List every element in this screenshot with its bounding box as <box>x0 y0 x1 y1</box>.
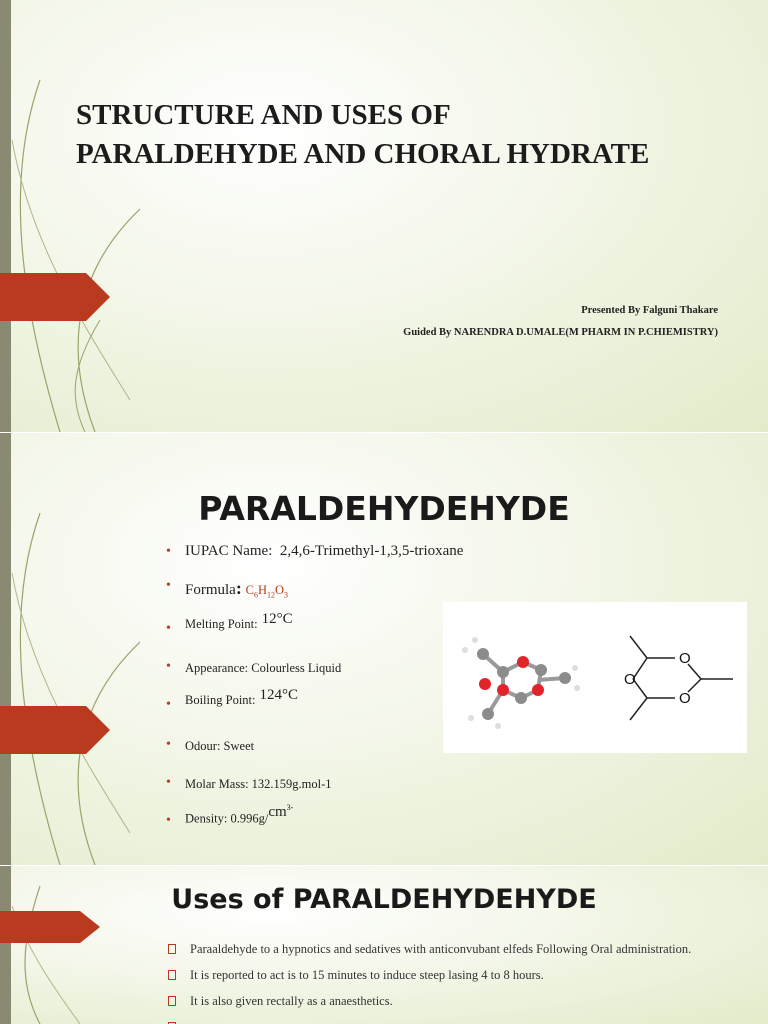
molecule-structure-image <box>443 602 747 753</box>
boiling-label: Boiling Point: <box>185 693 256 707</box>
molar-mass-text: Molar Mass: 132.159g.mol-1 <box>185 777 332 791</box>
accent-tab <box>0 911 100 943</box>
skeletal-formula <box>630 636 733 720</box>
bullet-icon: • <box>166 621 171 636</box>
checkbox-bullet-icon <box>168 996 176 1006</box>
title-slide <box>0 0 768 432</box>
density-label: Density: 0.996g/ <box>185 811 269 826</box>
bullet-icon: • <box>166 697 171 712</box>
density-unit: cm <box>268 804 287 821</box>
guided-by: Guided By NARENDRA D.UMALE(M PHARM IN P.CHIEMISTRY) <box>403 327 718 338</box>
iupac-label: IUPAC Name: <box>185 543 273 559</box>
formula-value: $C_6H_{12}O_3$ <box>245 583 288 600</box>
ball-and-stick-model <box>462 637 580 729</box>
formula-label: Formula <box>185 582 236 598</box>
bullet-icon: • <box>166 659 171 674</box>
use-text: Paraaldehyde to a hypnotics and sedatives with anticonvubant elfeds Following Oral administration. <box>190 942 692 956</box>
melting-value: 12°C <box>261 611 293 627</box>
bullet-icon: • <box>166 775 171 790</box>
density-sup: 3- <box>286 803 294 812</box>
slide-heading: PARALDEHYDEHYDE <box>198 489 570 528</box>
title-line-2: PARALDEHYDE AND CHORAL HYDRATE <box>76 138 650 170</box>
formula-colon: : <box>235 578 242 598</box>
boiling-value: 124°C <box>259 687 299 703</box>
oxygen-label-3: O <box>679 690 691 707</box>
uses-slide <box>0 866 768 1024</box>
molecule-structure-svg <box>443 602 747 753</box>
bullet-icon: • <box>166 578 171 593</box>
checkbox-bullet-icon <box>168 944 176 954</box>
use-text: It is also given rectally as a anaesthetics. <box>190 994 393 1008</box>
slide-title <box>76 96 756 174</box>
odour-text: Odour: Sweet <box>185 739 255 753</box>
oxygen-label-1: O <box>679 650 691 667</box>
decorative-curves <box>0 0 140 432</box>
bullet-icon: • <box>166 737 171 752</box>
slide-heading: Uses of PARALDEHYDEHYDE <box>171 884 597 915</box>
checkbox-bullet-icon <box>168 970 176 980</box>
title-line-1: STRUCTURE AND USES OF <box>76 99 451 131</box>
use-text: It is reported to act is to 15 minutes to induce steep lasing 4 to 8 hours. <box>190 968 544 982</box>
presented-by: Presented By Falguni Thakare <box>581 305 718 316</box>
bullet-icon: • <box>166 544 171 559</box>
bullet-icon: • <box>166 813 171 828</box>
appearance-text: Appearance: Colourless Liquid <box>185 661 342 675</box>
melting-label: Melting Point: <box>185 617 258 631</box>
oxygen-label-2: O <box>624 671 636 688</box>
iupac-value: 2,4,6-Trimethyl-1,3,5-trioxane <box>279 543 464 559</box>
properties-slide <box>0 433 768 865</box>
